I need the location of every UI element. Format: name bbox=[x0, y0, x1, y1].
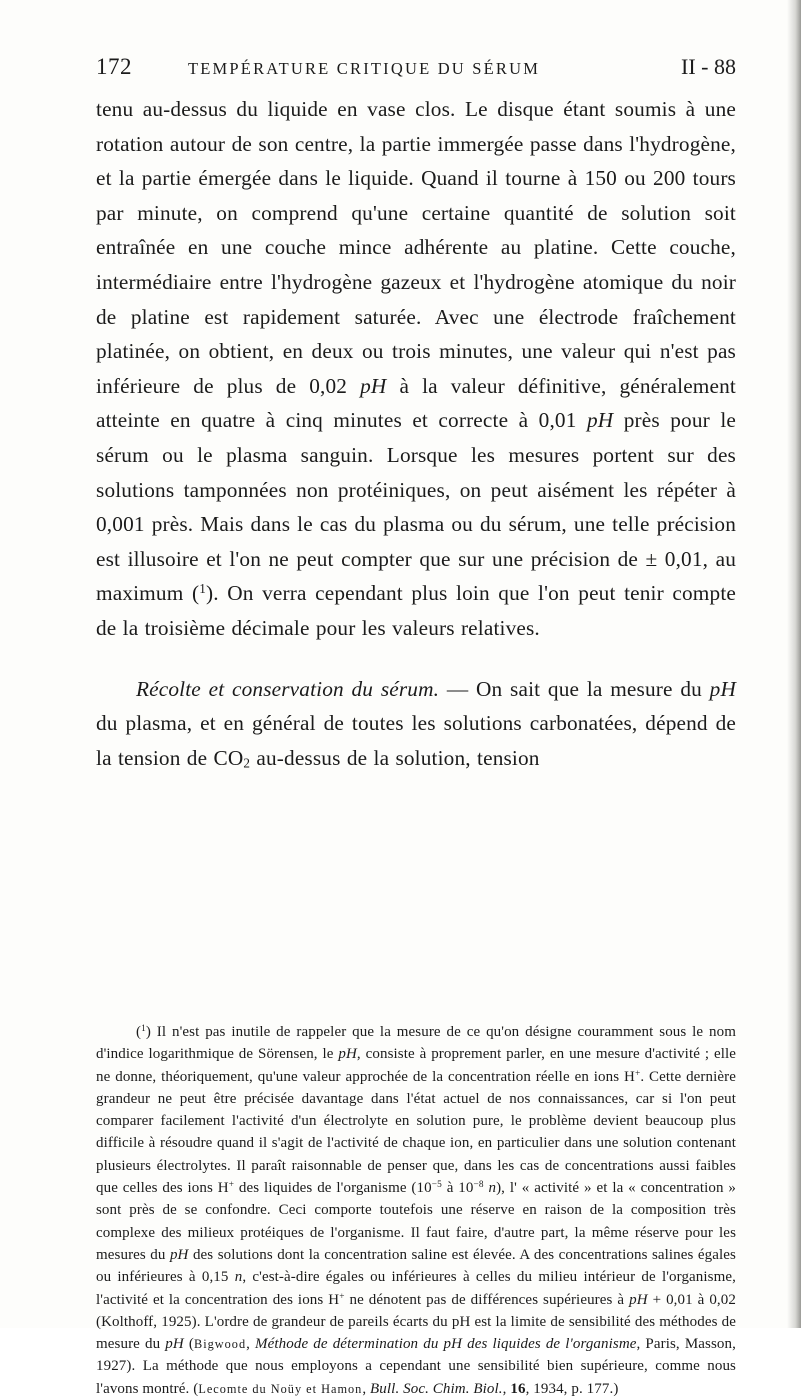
paragraph-continued: tenu au-dessus du liquide en vase clos. Le disque étant soumis à une rotation autour de son centre, la partie immergée passe dans l'hydrogène, et la partie émergée dans le liquide. Quand il tourne à 150 ou 200 tours par minute, on comprend qu'une certaine quantité de solution soit entraînée en une couche mince adhérente au platine. Cette couche, intermédiaire entre l'hydrogène gazeux et l'hydrogène atomique du noir de platine est rapidement saturée. Avec une électrode fraîchement platinée, on obtient, en deux ou trois minutes, une valeur qui n'est pas inférieure de plus de 0,02 pH à la valeur définitive, généralement atteinte en quatre à cinq minutes et correcte à 0,01 pH près pour le sérum ou le plasma sanguin. Lorsque les mesures portent sur des solutions tamponnées non protéiniques, on peut aisément les répéter à 0,001 près. Mais dans le cas du plasma ou du sérum, une telle précision est illusoire et l'on ne peut compter que sur une précision de ± 0,01, au maximum ($^1$). On verra cependant plus loin que l'on peut tenir compte de la troisième décimale pour les valeurs relatives. bbox=[96, 97, 736, 640]
footnote bbox=[96, 1021, 736, 1400]
running-header bbox=[96, 54, 736, 84]
journal-title: Bull. Soc. Chim. Biol. bbox=[370, 1380, 503, 1397]
paragraph-serum-collection: Récolte et conservation du sérum. — On sait que la mesure du pH du plasma, et en général de toutes les solutions carbonatées, dépend de la tension de $CO_2$ au-dessus de la solution, tension bbox=[96, 676, 736, 771]
footnote-marker: 1 bbox=[141, 1023, 146, 1034]
authors-citation: Lecomte du Noüy et Hamon bbox=[198, 1381, 363, 1396]
journal-volume: 16 bbox=[510, 1380, 526, 1397]
cited-book-title: Méthode de détermination du pH des liquides de l'organisme bbox=[255, 1336, 637, 1353]
section-reference: II - 88 bbox=[681, 54, 736, 79]
body-text bbox=[96, 92, 736, 775]
footnote-reference[interactable]: 1 bbox=[199, 581, 206, 597]
section-heading: Récolte et conservation du sérum. bbox=[136, 676, 440, 701]
footnote-text: ($^1$) Il n'est pas inutile de rappeler que la mesure de ce qu'on désigne couramment sous le nom d'indice logarithmique de Sörensen, le pH, consiste à proprement parler, en une mesure d'activité ; elle ne donne, théoriquement, qu'une valeur approchée de la concentration réelle en ions H+. Cette dernière grandeur ne peut être précisée davantage dans l'état actuel de nos connaissances, car si l'on peut comparer facilement l'activité d'un électrolyte en solution pure, le problème devient beaucoup plus difficile à résoudre quand il s'agit de l'activité de chaque ion, en particulier dans une solution contenant plusieurs électrolytes. Il paraît raisonnable de penser que, dans les cas de concentrations aussi faibles que celles des ions H+ des liquides de l'organisme ($10^{-5}$ à $10^{-8}$ n), l' « activité » et la « concentration » sont près de se confondre. Ceci comporte toutefois une réserve en raison de la composition très complexe des milieux protéiques de l'organisme. Il faut faire, d'autre part, la même réserve pour les mesures du pH des solutions dont la concentration saline est élevée. A des concentrations salines égales ou inférieures à 0,15 n, c'est-à-dire égales ou inférieures à celles du milieu intérieur de l'organisme, l'activité et la concentration des ions H+ ne dénotent pas de différences supérieures à pH + 0,01 à 0,02 (Kolthoff, 1925). L'ordre de grandeur de pareils écarts du pH est la limite de sensibilité des méthodes de mesure du pH (Bigwood, Méthode de détermination du pH des liquides de l'organisme, Paris, Masson, 1927). La méthode que nous employons a cependant une sensibilité bien supérieure, comme nous l'avons montré. (Lecomte du Noüy et Hamon, Bull. Soc. Chim. Biol., 16, 1934, p. 177.) bbox=[96, 1023, 737, 1397]
running-title: TEMPÉRATURE CRITIQUE DU SÉRUM bbox=[188, 59, 541, 78]
author-bigwood: Bigwood bbox=[194, 1337, 247, 1352]
page-number: 172 bbox=[96, 54, 132, 79]
page-edge-shadow bbox=[787, 0, 801, 1328]
